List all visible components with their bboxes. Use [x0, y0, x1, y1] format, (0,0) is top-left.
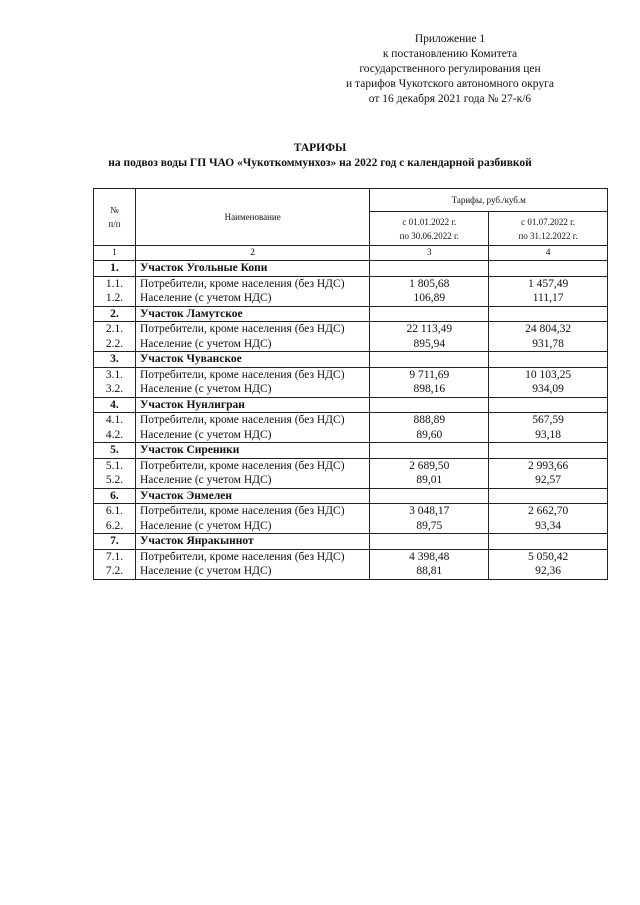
appendix-line: и тарифов Чукотского автономного округа: [346, 78, 554, 90]
tariffs-body: [94, 261, 608, 580]
row-value-period-2: 24 804,32: [489, 322, 608, 337]
section-empty-1: [370, 534, 489, 550]
section-empty-2: [489, 261, 608, 277]
header-num-line: №: [110, 205, 119, 215]
section-name: Участок Ламутское: [135, 306, 369, 322]
section-name: Участок Сиреники: [135, 443, 369, 459]
section-empty-2: [489, 397, 608, 413]
row-value-period-1: 898,16: [370, 382, 489, 397]
appendix-line: от 16 декабря 2021 года № 27-к/6: [368, 93, 532, 105]
section-row: [94, 534, 608, 550]
row-value-period-1: 9 711,69: [370, 367, 489, 382]
header-row: [94, 189, 608, 212]
row-name: Потребители, кроме населения (без НДС): [135, 322, 369, 337]
row-value-period-2: 2 662,70: [489, 504, 608, 519]
row-value-period-1: 88,81: [370, 564, 489, 579]
row-value-period-1: 2 689,50: [370, 458, 489, 473]
section-empty-2: [489, 534, 608, 550]
section-row: [94, 352, 608, 368]
row-name: Население (с учетом НДС): [135, 337, 369, 352]
header-period-2: [489, 212, 608, 246]
row-name: Потребители, кроме населения (без НДС): [135, 504, 369, 519]
section-empty-1: [370, 306, 489, 322]
section-row: [94, 261, 608, 277]
row-value-period-2: 934,09: [489, 382, 608, 397]
section-empty-1: [370, 352, 489, 368]
row-name: Потребители, кроме населения (без НДС): [135, 458, 369, 473]
table-row: [94, 428, 608, 443]
row-num: 6.1.: [94, 504, 136, 519]
section-empty-1: [370, 443, 489, 459]
row-num: 1.1.: [94, 276, 136, 291]
row-name: Население (с учетом НДС): [135, 473, 369, 488]
section-empty-2: [489, 352, 608, 368]
section-row: [94, 488, 608, 504]
title-line-1: ТАРИФЫ: [293, 142, 347, 154]
row-name: Население (с учетом НДС): [135, 382, 369, 397]
table-row: [94, 473, 608, 488]
row-value-period-1: 895,94: [370, 337, 489, 352]
header-tariffs: Тарифы, руб./куб.м: [370, 189, 608, 212]
table-row: [94, 413, 608, 428]
row-value-period-1: 4 398,48: [370, 549, 489, 564]
index-cell: 3: [370, 246, 489, 261]
row-num: 7.1.: [94, 549, 136, 564]
row-value-period-2: 2 993,66: [489, 458, 608, 473]
row-num: 4.1.: [94, 413, 136, 428]
section-empty-2: [489, 488, 608, 504]
section-row: [94, 306, 608, 322]
title-line-2: на подвоз воды ГП ЧАО «Чукоткоммунхоз» на 2022 год с календарной разбивкой: [108, 157, 532, 169]
table-row: [94, 291, 608, 306]
row-value-period-2: 567,59: [489, 413, 608, 428]
row-name: Потребители, кроме населения (без НДС): [135, 367, 369, 382]
section-name: Участок Чуванское: [135, 352, 369, 368]
index-cell: 1: [94, 246, 136, 261]
row-num: 3.2.: [94, 382, 136, 397]
table-row: [94, 337, 608, 352]
row-num: 1.2.: [94, 291, 136, 306]
row-name: Потребители, кроме населения (без НДС): [135, 276, 369, 291]
table-row: [94, 504, 608, 519]
row-name: Население (с учетом НДС): [135, 564, 369, 579]
row-value-period-1: 22 113,49: [370, 322, 489, 337]
section-name: Участок Нунлигран: [135, 397, 369, 413]
row-value-period-2: 93,18: [489, 428, 608, 443]
table-row: [94, 458, 608, 473]
row-name: Население (с учетом НДС): [135, 291, 369, 306]
section-num: 1.: [94, 261, 136, 277]
table-row: [94, 322, 608, 337]
row-value-period-1: 89,60: [370, 428, 489, 443]
row-name: Потребители, кроме населения (без НДС): [135, 549, 369, 564]
row-value-period-1: 1 805,68: [370, 276, 489, 291]
header-num: [94, 189, 136, 246]
section-empty-2: [489, 443, 608, 459]
row-value-period-1: 3 048,17: [370, 504, 489, 519]
section-empty-1: [370, 488, 489, 504]
table-row: [94, 367, 608, 382]
header-name: Наименование: [135, 189, 369, 246]
appendix-line: Приложение 1: [414, 33, 486, 45]
index-cell: 4: [489, 246, 608, 261]
row-value-period-2: 92,36: [489, 564, 608, 579]
period-line: по 30.06.2022 г.: [399, 230, 459, 241]
row-name: Потребители, кроме населения (без НДС): [135, 413, 369, 428]
row-num: 2.2.: [94, 337, 136, 352]
table-row: [94, 564, 608, 579]
row-value-period-2: 10 103,25: [489, 367, 608, 382]
appendix-block: [300, 32, 600, 107]
document-title: [0, 141, 640, 171]
section-row: [94, 397, 608, 413]
section-num: 5.: [94, 443, 136, 459]
period-line: с 01.07.2022 г.: [521, 216, 576, 227]
row-value-period-1: 888,89: [370, 413, 489, 428]
header-period-1: [370, 212, 489, 246]
row-num: 6.2.: [94, 519, 136, 534]
header-num-line: п/п: [108, 219, 121, 229]
table-row: [94, 382, 608, 397]
appendix-line: государственного регулирования цен: [359, 63, 541, 75]
row-num: 4.2.: [94, 428, 136, 443]
section-num: 6.: [94, 488, 136, 504]
row-value-period-1: 89,75: [370, 519, 489, 534]
row-value-period-2: 93,34: [489, 519, 608, 534]
row-value-period-1: 106,89: [370, 291, 489, 306]
tariffs-table: [93, 188, 608, 580]
row-value-period-2: 92,57: [489, 473, 608, 488]
period-line: по 31.12.2022 г.: [518, 230, 578, 241]
section-empty-1: [370, 397, 489, 413]
section-num: 3.: [94, 352, 136, 368]
section-num: 4.: [94, 397, 136, 413]
row-name: Население (с учетом НДС): [135, 519, 369, 534]
row-num: 3.1.: [94, 367, 136, 382]
row-value-period-2: 931,78: [489, 337, 608, 352]
appendix-line: к постановлению Комитета: [382, 48, 518, 60]
table-row: [94, 276, 608, 291]
section-name: Участок Янракыннот: [135, 534, 369, 550]
period-line: с 01.01.2022 г.: [402, 216, 457, 227]
section-row: [94, 443, 608, 459]
row-num: 5.2.: [94, 473, 136, 488]
index-cell: 2: [135, 246, 369, 261]
section-empty-2: [489, 306, 608, 322]
row-value-period-2: 5 050,42: [489, 549, 608, 564]
row-name: Население (с учетом НДС): [135, 428, 369, 443]
table-row: [94, 519, 608, 534]
row-value-period-2: 1 457,49: [489, 276, 608, 291]
table-row: [94, 549, 608, 564]
row-value-period-1: 89,01: [370, 473, 489, 488]
section-name: Участок Энмелен: [135, 488, 369, 504]
section-name: Участок Угольные Копи: [135, 261, 369, 277]
section-num: 7.: [94, 534, 136, 550]
row-num: 7.2.: [94, 564, 136, 579]
index-row: [94, 246, 608, 261]
section-empty-1: [370, 261, 489, 277]
section-num: 2.: [94, 306, 136, 322]
row-num: 5.1.: [94, 458, 136, 473]
row-num: 2.1.: [94, 322, 136, 337]
row-value-period-2: 111,17: [489, 291, 608, 306]
